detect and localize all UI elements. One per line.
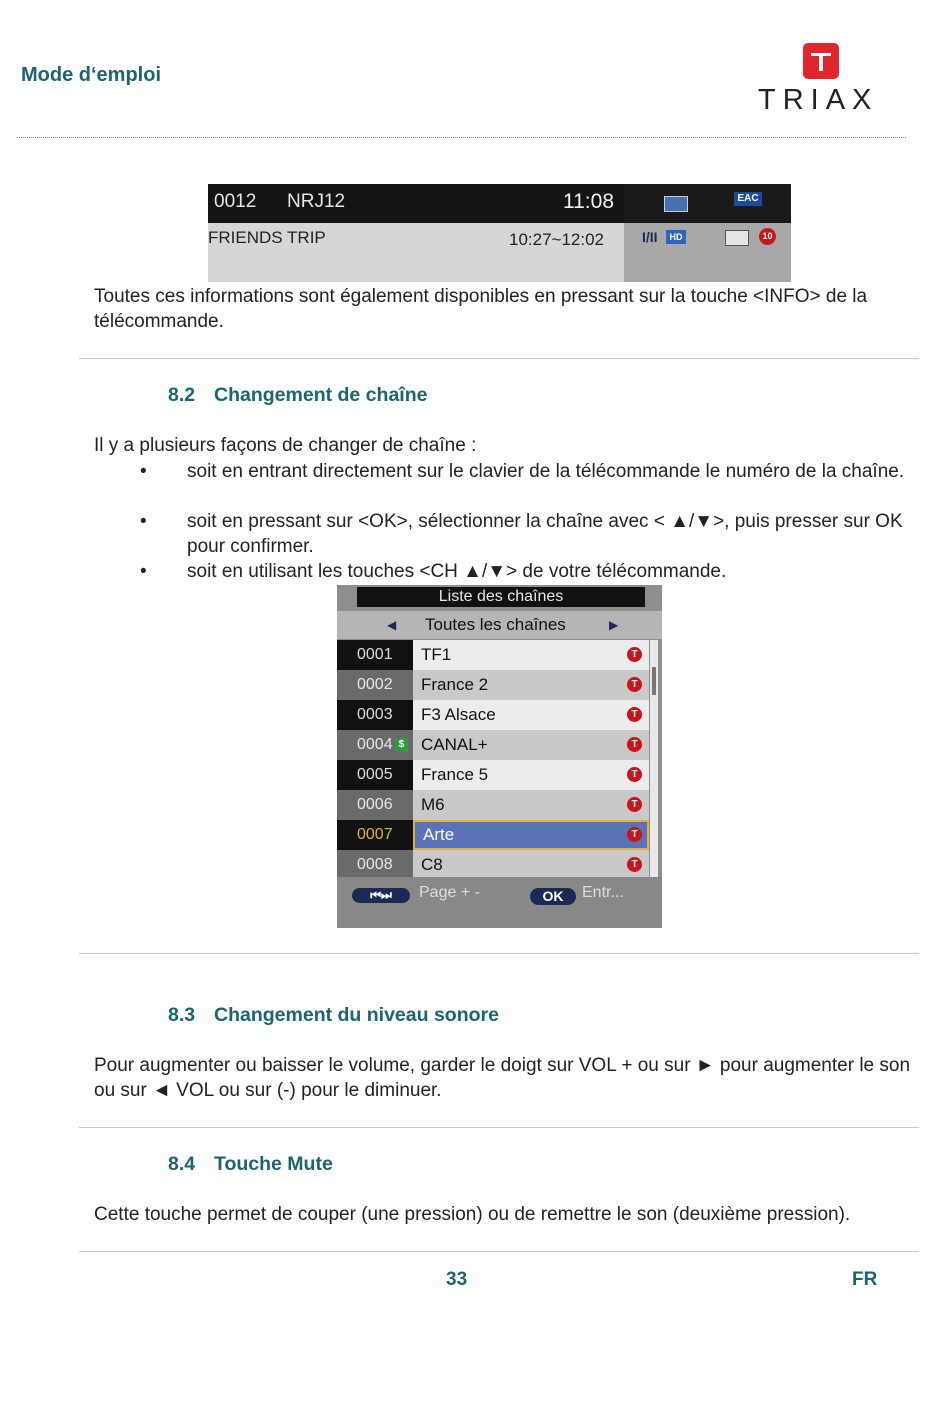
section-8-3-text: Pour augmenter ou baisser le volume, garder le doigt sur VOL + ou sur ► pour augmenter le son ou sur ◄ VOL ou sur (-) pour le diminuer. <box>94 1055 911 1101</box>
channel-row: 0001 TF1 T <box>337 640 649 670</box>
subtitle-icon <box>725 230 749 246</box>
page-label: Page + - <box>419 884 480 901</box>
channel-list-title: Liste des chaînes <box>357 587 645 607</box>
tnt-icon: T <box>627 857 642 872</box>
audio-badge: I/II <box>642 229 658 245</box>
age-rating-badge: 10 <box>759 228 776 245</box>
list-item: soit en utilisant les touches <CH ▲/▼> de votre télécommande. <box>187 561 727 582</box>
tnt-icon: T <box>627 647 642 662</box>
bullet-icon: • <box>140 461 147 482</box>
chevron-right-icon: ▶ <box>609 618 619 632</box>
tnt-icon: T <box>627 707 642 722</box>
section-divider <box>79 953 919 954</box>
section-8-2-heading: 8.2 Changement de chaîne <box>168 384 428 406</box>
document-title: Mode d‘emploi <box>21 64 161 86</box>
banner-channel-number: 0012 <box>214 191 257 212</box>
language-label: FR <box>852 1269 878 1290</box>
banner-channel-name: NRJ12 <box>287 191 346 212</box>
page-number: 33 <box>446 1269 468 1290</box>
scrollbar <box>650 640 658 880</box>
ok-key-icon: OK <box>530 888 576 905</box>
bullet-icon: • <box>140 561 147 582</box>
tnt-icon: T <box>627 767 642 782</box>
pay-channel-icon: $ <box>395 738 408 751</box>
channel-filter-bar <box>337 611 662 639</box>
footer-divider <box>79 1251 919 1252</box>
tnt-icon: T <box>627 677 642 692</box>
triax-logo-icon <box>803 43 839 79</box>
channel-row: 0002 France 2 T <box>337 670 649 700</box>
eac-badge: EAC <box>734 192 762 206</box>
channel-row: 0004 $ CANAL+ T <box>337 730 649 760</box>
banner-time: 11:08 <box>563 190 614 213</box>
bullet-icon: • <box>140 511 147 532</box>
channel-row: 0008 C8 T <box>337 850 649 880</box>
list-item: soit en pressant sur <OK>, sélectionner la chaîne avec < ▲/▼>, puis presser sur OK pour confirmer. <box>187 511 903 557</box>
section-8-3-heading: 8.3 Changement du niveau sonore <box>168 1004 499 1026</box>
header-divider <box>17 137 906 138</box>
intro-paragraph: Toutes ces informations sont également disponibles en pressant sur la touche <INFO> de la télécommande. <box>94 286 868 332</box>
channel-row: 0005 France 5 T <box>337 760 649 790</box>
channel-list-screenshot <box>337 585 662 928</box>
channel-list-footer <box>337 877 662 928</box>
chevron-left-icon: ◀ <box>387 618 397 632</box>
info-banner-screenshot <box>208 184 791 282</box>
page-keys-icon: ⏮⏭ <box>352 888 410 903</box>
tnt-icon: T <box>627 827 642 842</box>
section-8-2-lead: Il y a plusieurs façons de changer de chaîne : <box>94 435 477 456</box>
tnt-icon: T <box>627 797 642 812</box>
section-8-4-heading: 8.4 Touche Mute <box>168 1153 333 1175</box>
tnt-icon: T <box>627 737 642 752</box>
channel-row: 0006 M6 T <box>337 790 649 820</box>
section-divider <box>79 1127 919 1128</box>
screen-icon <box>664 196 688 212</box>
channel-row-selected: 0007 Arte T <box>337 820 649 850</box>
list-item: soit en entrant directement sur le clavier de la télécommande le numéro de la chaîne. <box>187 461 905 482</box>
channel-filter-label: Toutes les chaînes <box>425 615 566 634</box>
hd-badge: HD <box>666 230 686 244</box>
banner-program-time: 10:27~12:02 <box>509 230 605 249</box>
banner-program: FRIENDS TRIP <box>208 228 326 247</box>
enter-label: Entr... <box>582 884 624 901</box>
section-divider <box>79 358 919 359</box>
section-8-4-text: Cette touche permet de couper (une pression) ou de remettre le son (deuxième pression). <box>94 1204 851 1225</box>
logo-text: TRIAX <box>758 84 879 116</box>
channel-row: 0003 F3 Alsace T <box>337 700 649 730</box>
